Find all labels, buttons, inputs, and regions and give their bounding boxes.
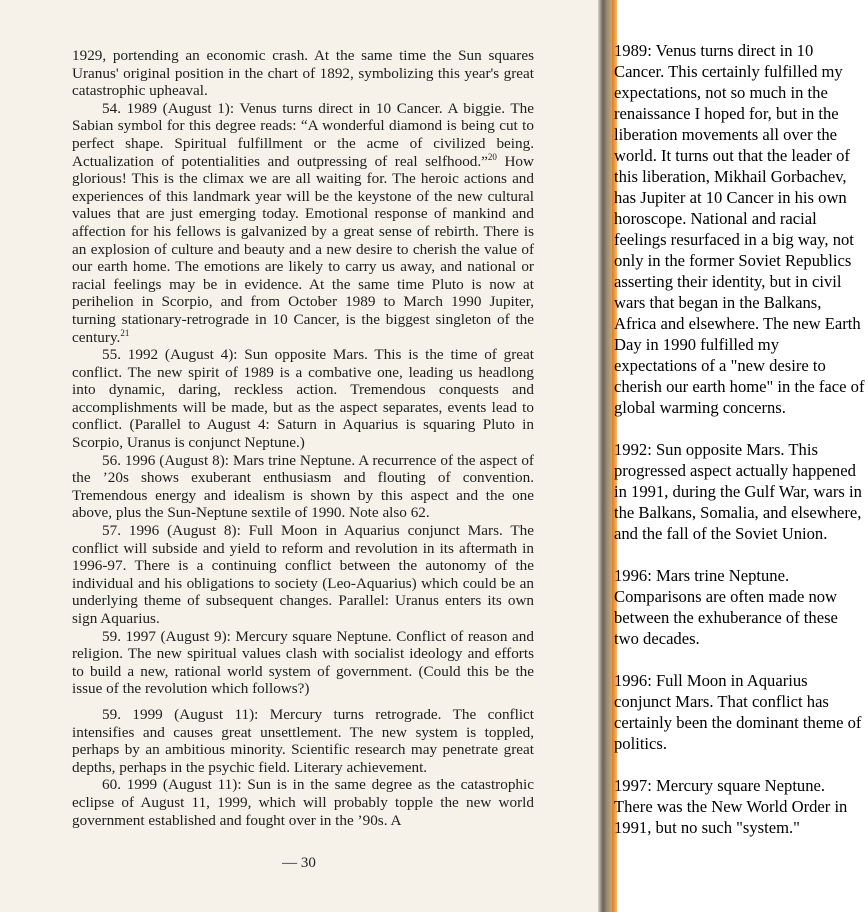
page-number: — 30 [282, 855, 316, 871]
paragraph-54-part2: How glorious! This is the climax we are all waiting for. The heroic actions and experiences of this landmark year will be the keystone of the new cultural values that are just emerging today. Emotional response of mankind and affection for his fellows is galvanized by a great sense of rebirth. There is an explosion of culture and beauty and a new desire to cherish the value of our earth home. The emotions are likely to carry us away, and national or racial feelings may be in evidence. At the same time Pluto is now at perihelion in Scorpio, and from October 1989 to March 1990 Jupiter, turning stationary-retrograde in 10 Cancer, is the biggest singleton of the century. [72, 152, 534, 346]
paragraph-59-1997: 59. 1997 (August 9): Mercury square Neptune. Conflict of reason and religion. The new spiritual values clash with socialist ideology and efforts to build a new, rational world system of government. (Could this be the issue of the revolution which follows?) [72, 627, 534, 698]
annotation-notes [614, 40, 866, 859]
note-1996-mars-neptune: 1996: Mars trine Neptune. Comparisons are often made now between the exhuberance of these two decades. [614, 566, 838, 648]
note-1997: 1997: Mercury square Neptune. There was the New World Order in 1991, but no such "system." [614, 776, 848, 837]
footnote-ref-20: 20 [487, 151, 497, 162]
paragraph-54 [72, 100, 534, 346]
note-1996-full-moon: 1996: Full Moon in Aquarius conjunct Mars. That conflict has certainly been the dominant theme of politics. [614, 671, 862, 753]
left-page-text [72, 47, 534, 829]
book-gutter [598, 0, 612, 912]
paragraph-54-part1: 54. 1989 (August 1): Venus turns direct in 10 Cancer. A biggie. The Sabian symbol for this degree reads: “A wonderful diamond is being cut to perfect shape. Spiritual fulfillment or the acme of civilized being. Actualization of potentialities and outpressing of real selfhood.” [72, 99, 534, 170]
note-1992: 1992: Sun opposite Mars. This progressed aspect actually happened in 1991, during the Gulf War, wars in the Balkans, Somalia, and elsewhere, and the fall of the Soviet Union. [614, 440, 862, 543]
paragraph-gap [72, 698, 534, 706]
note-1989: 1989: Venus turns direct in 10 Cancer. This certainly fulfilled my expectations, not so much in the renaissance I hoped for, but in the liberation movements all over the world. It turns out that the leader of this liberation, Mikhail Gorbachev, has Jupiter at 10 Cancer in his own horoscope. National and racial feelings resurfaced in a big way, not only in the former Soviet Republics asserting their identity, but in civil wars that began in the Balkans, Africa and elsewhere. The new Earth Day in 1990 fulfilled my expectations of a "new desire to cherish our earth home" in the face of global warming concerns. [614, 41, 865, 417]
paragraph-55: 55. 1992 (August 4): Sun opposite Mars. This is the time of great conflict. The new spirit of 1989 is a combative one, leading us headlong into dynamic, daring, reckless action. Tremendous conquests and accomplishments will be made, but as the aspect separates, events lead to conflict. (Parallel to August 4: Saturn in Aquarius is squaring Pluto in Scorpio, Uranus is conjunct Neptune.) [72, 346, 534, 452]
right-page [612, 0, 868, 912]
paragraph-57: 57. 1996 (August 8): Full Moon in Aquarius conjunct Mars. The conflict will subside and yield to reform and revolution in its aftermath in 1996-97. There is a continuing conflict between the autonomy of the individual and his obligations to society (Leo-Aquarius) which could be an underlying theme of subsequent changes. Parallel: Uranus enters its own sign Aquarius. [72, 522, 534, 627]
paragraph-56: 56. 1996 (August 8): Mars trine Neptune. A recurrence of the aspect of the ’20s shows exuberant enthusiasm and flouting of convention. Tremendous energy and idealism is shown by this aspect and the one above, plus the Sun-Neptune sextile of 1990. Note also 62. [72, 451, 534, 522]
paragraph-59-1999: 59. 1999 (August 11): Mercury turns retrograde. The conflict intensifies and causes great unsettlement. The new system is toppled, perhaps by an ambitious minority. Scientific research may penetrate great depths, perhaps in the psychic field. Literary achievement. [72, 705, 534, 776]
footnote-ref-21: 21 [120, 327, 130, 338]
paragraph-1929: 1929, portending an economic crash. At the same time the Sun squares Uranus' original position in the chart of 1892, symbolizing this year's great catastrophic upheaval. [72, 47, 534, 100]
paragraph-60: 60. 1999 (August 11): Sun is in the same degree as the catastrophic eclipse of August 11, 1999, which will probably topple the new world government established and fought over in the ’90s. A [72, 776, 534, 829]
